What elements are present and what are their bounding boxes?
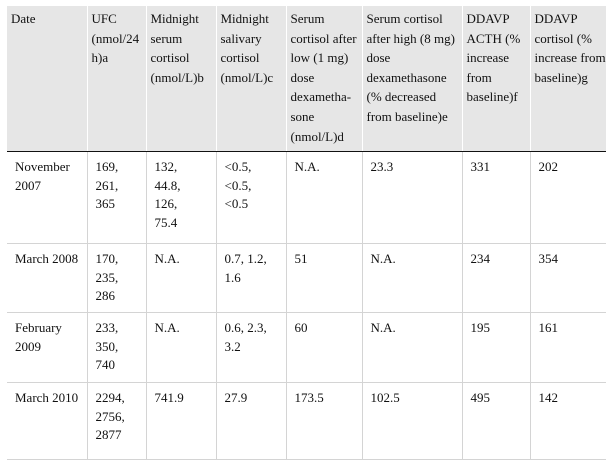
table-cell: <0.5, <0.5, <0.5 <box>216 152 286 244</box>
header-midnight-salivary-cortisol: Midnight salivary cortisol (nmol/L)c <box>216 6 286 152</box>
table-cell: 51 <box>286 244 362 313</box>
table-cell: 60 <box>286 313 362 383</box>
table-cell: 234 <box>462 244 530 313</box>
table-cell: N.A. <box>286 152 362 244</box>
table-cell: 195 <box>462 313 530 383</box>
table-cell: 0.6, 2.3, 3.2 <box>216 313 286 383</box>
table-cell: 354 <box>530 244 606 313</box>
table-row <box>7 383 606 460</box>
table-cell: 132, 44.8, 126, 75.4 <box>146 152 216 244</box>
table-cell: 0.7, 1.2, 1.6 <box>216 244 286 313</box>
table-cell: 495 <box>462 383 530 460</box>
table-cell: 2294, 2756, 2877 <box>87 383 146 460</box>
table-cell: November 2007 <box>15 159 70 193</box>
table-row <box>7 244 606 313</box>
table-cell: N.A. <box>362 244 462 313</box>
header-high-dose-dexamethasone: Serum cortisol after high (8 mg) dose dexamethasone (% decreased from baseline)e <box>362 6 462 152</box>
header-ufc: UFC (nmol/24 h)a <box>87 6 146 152</box>
table-cell: 27.9 <box>216 383 286 460</box>
header-midnight-serum-cortisol: Midnight serum cortisol (nmol/L)b <box>146 6 216 152</box>
table-cell: 170, 235, 286 <box>87 244 146 313</box>
header-ddavp-cortisol: DDAVP cortisol (% increase from baseline)g <box>530 6 606 152</box>
table-cell: N.A. <box>362 313 462 383</box>
table-cell: 102.5 <box>362 383 462 460</box>
header-row <box>7 6 606 152</box>
table-cell: 142 <box>530 383 606 460</box>
table-cell: 741.9 <box>146 383 216 460</box>
table-cell: 161 <box>530 313 606 383</box>
header-ddavp-acth: DDAVP ACTH (% increase from baseline)f <box>462 6 530 152</box>
table-cell: N.A. <box>146 313 216 383</box>
table-cell: 23.3 <box>362 152 462 244</box>
table-cell: March 2010 <box>7 383 87 460</box>
header-low-dose-dexamethasone: Serum cortisol after low (1 mg) dose dexametha-sone (nmol/L)d <box>286 6 362 152</box>
table-cell: March 2008 <box>7 244 87 313</box>
table-cell: February 2009 <box>7 313 87 383</box>
table-cell: 169, 261, 365 <box>87 152 146 244</box>
table-cell: 202 <box>530 152 606 244</box>
header-date: Date <box>7 6 87 152</box>
table-cell: N.A. <box>146 244 216 313</box>
results-table <box>7 6 606 460</box>
table-cell: 331 <box>462 152 530 244</box>
table-cell: 233, 350, 740 <box>87 313 146 383</box>
table-row <box>7 152 606 244</box>
table-cell: 173.5 <box>286 383 362 460</box>
table-row <box>7 313 606 383</box>
